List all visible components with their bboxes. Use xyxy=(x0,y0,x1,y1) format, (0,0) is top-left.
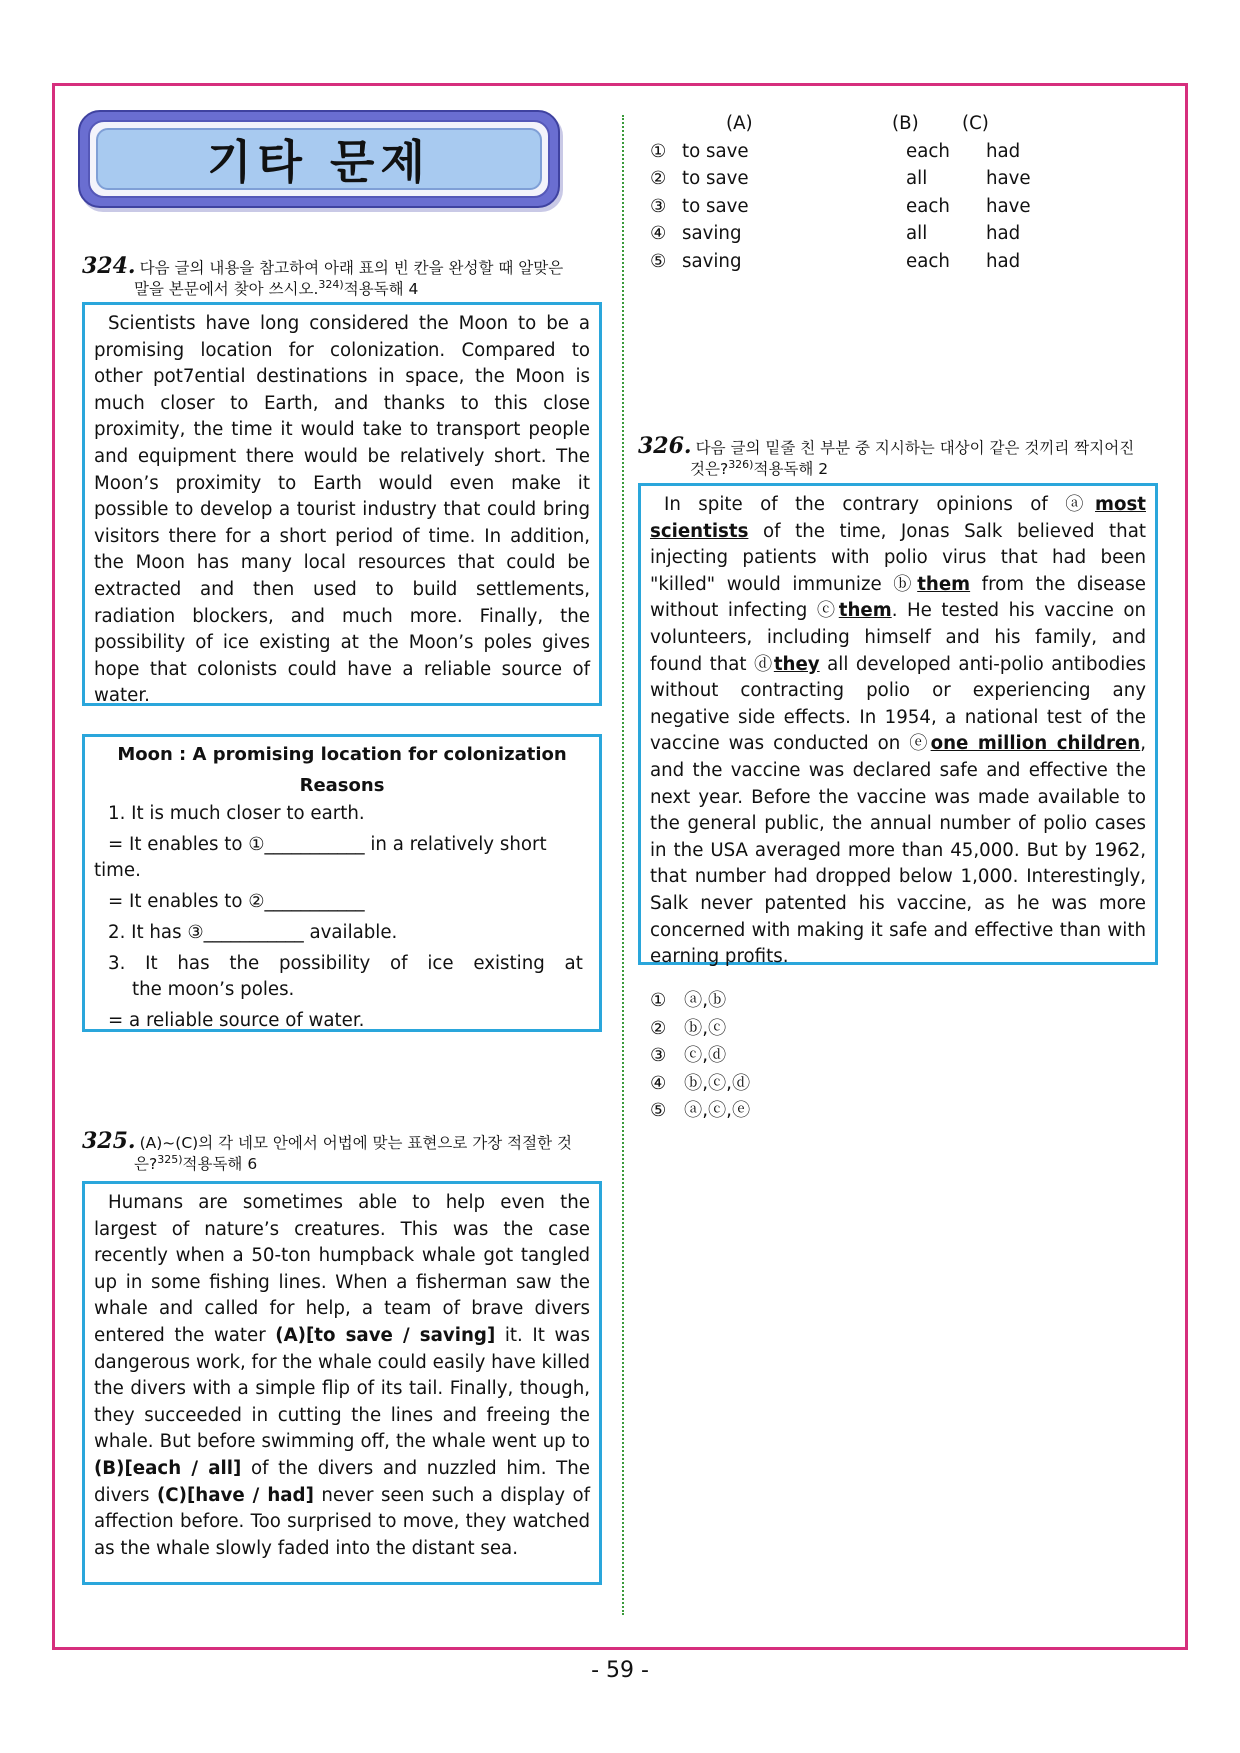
blank-b: (B)[each / all] xyxy=(94,1457,242,1479)
choice-option[interactable]: ② ⓑ,ⓒ xyxy=(650,1017,727,1039)
table-row: = It enables to ①___________ in a relatively short xyxy=(108,834,547,855)
table-row: time. xyxy=(94,860,141,881)
blank-c: (C)[have / had] xyxy=(156,1484,314,1506)
column-divider xyxy=(622,115,624,1615)
table-row: 2. It has ③___________ available. xyxy=(108,922,398,943)
table-title: Moon : A promising location for colonization xyxy=(117,744,567,765)
q325-heading: 325. (A)~(C)의 각 네모 안에서 어법에 맞는 표현으로 가장 적절한 것 은?$^{325)}$적용독해 6 xyxy=(82,1128,572,1173)
table-row: the moon’s poles. xyxy=(132,979,295,1000)
underline-d: they xyxy=(773,653,820,675)
q326-heading: 326. 다음 글의 밑줄 친 부분 중 지시하는 대상이 같은 것끼리 짝지어진 것은?$^{326)}$적용독해 2 xyxy=(638,433,1135,478)
underline-b: them xyxy=(917,573,971,595)
underline-a: most scientists xyxy=(650,494,1146,542)
table-row: 3. It has the possibility of ice existing at xyxy=(108,953,583,974)
q324-passage-box xyxy=(82,302,602,706)
table-row: = a reliable source of water. xyxy=(108,1010,365,1031)
q326-passage: In spite of the contrary opinions of ⓐmost scientists of the time, Jonas Salk believed that injecting patients with polio virus that had been "killed" would immunize ⓑthem from the disease without infecting ⓒthem. He tested his vaccine on volunteers, including himself and his family, and found that ⓓthey all developed anti-polio antibodies without contracting polio or experiencing any negative side effects. In 1954, a national test of the vaccine was conducted on ⓔone million children, and the vaccine was declared safe and effective the next year. Before the vaccine was made available to the general public, the annual number of polio cases in the USA averaged more than 45,000. But by 1962, that number had dropped below 1,000. Interestingly, Salk never patented his vaccine, as he was more concerned with making it safe and effective than with earning profits. xyxy=(650,494,1146,968)
blank-a: (A)[to save / saving] xyxy=(275,1324,496,1346)
choice-option[interactable]: ⑤ saving each had xyxy=(650,250,1021,272)
choice-option[interactable]: ③ to save each have xyxy=(650,195,1031,217)
q324-number: 324. xyxy=(82,253,136,279)
choice-option[interactable]: ⑤ ⓐ,ⓒ,ⓔ xyxy=(650,1100,751,1121)
q325-passage-box xyxy=(82,1181,602,1585)
q326-options xyxy=(650,987,850,1125)
table-row: = It enables to ②___________ xyxy=(108,891,365,912)
choice-option[interactable]: ④ ⓑ,ⓒ,ⓓ xyxy=(650,1072,751,1094)
underline-e: one million children xyxy=(930,733,1141,755)
section-banner xyxy=(78,110,560,208)
q325-choices xyxy=(650,110,1050,275)
q325-number: 325. xyxy=(82,1128,136,1154)
section-title: 기타 문제 xyxy=(207,135,431,189)
q324-table-box xyxy=(82,734,602,1032)
choice-option[interactable]: ② to save all have xyxy=(650,168,1031,189)
table-row: 1. It is much closer to earth. xyxy=(108,803,365,824)
choice-option[interactable]: ④ saving all had xyxy=(650,223,1021,244)
choice-option[interactable]: ① ⓐ,ⓑ xyxy=(650,990,727,1011)
choice-option[interactable]: ③ ⓒ,ⓓ xyxy=(650,1045,727,1066)
choice-option[interactable]: ① to save each had xyxy=(650,140,1021,162)
page-number: - 59 - xyxy=(591,1658,649,1683)
q324-passage: Scientists have long considered the Moon to be a promising location for colonization. Compared to other pot7ential destinations in space, the Moon is much closer to Earth, and thanks to this close proximity, the time it would take to transport people and equipment there would be relatively short. The Moon’s proximity to Earth would even make it possible to develop a tourist industry that could bring visitors there for a short period of time. In addition, the Moon has many local resources that could be extracted and then used to build settlements, radiation blockers, and much more. Finally, the possibility of ice existing at the Moon’s poles gives hope that colonists could have a reliable source of water. xyxy=(94,313,590,707)
q326-number: 326. xyxy=(638,433,692,459)
table-subtitle: Reasons xyxy=(299,775,385,796)
q325-passage: Humans are sometimes able to help even the largest of nature’s creatures. This was the case recently when a 50-ton humpback whale got tangled up in some fishing lines. When a fisherman saw the whale and called for help, a team of brave divers entered the water (A)[to save / saving] it. It was dangerous work, for the whale could easily have killed the divers with a simple flip of its tail. Finally, though, they succeeded in cutting the lines and freeing the whale. But before swimming off, the whale went up to (B)[each / all] of the divers and nuzzled him. The divers (C)[have / had] never seen such a display of affection before. Too surprised to move, they watched as the whale slowly faded into the distant sea. xyxy=(94,1192,590,1559)
q324-heading: 324. 다음 글의 내용을 참고하여 아래 표의 빈 칸을 완성할 때 알맞은 말을 본문에서 찾아 쓰시오.$^{324)}$적용독해 4 xyxy=(82,253,564,298)
underline-c: them xyxy=(838,600,892,622)
choice-header: (A) (B) (C) xyxy=(726,113,989,134)
q326-passage-box xyxy=(638,483,1158,968)
